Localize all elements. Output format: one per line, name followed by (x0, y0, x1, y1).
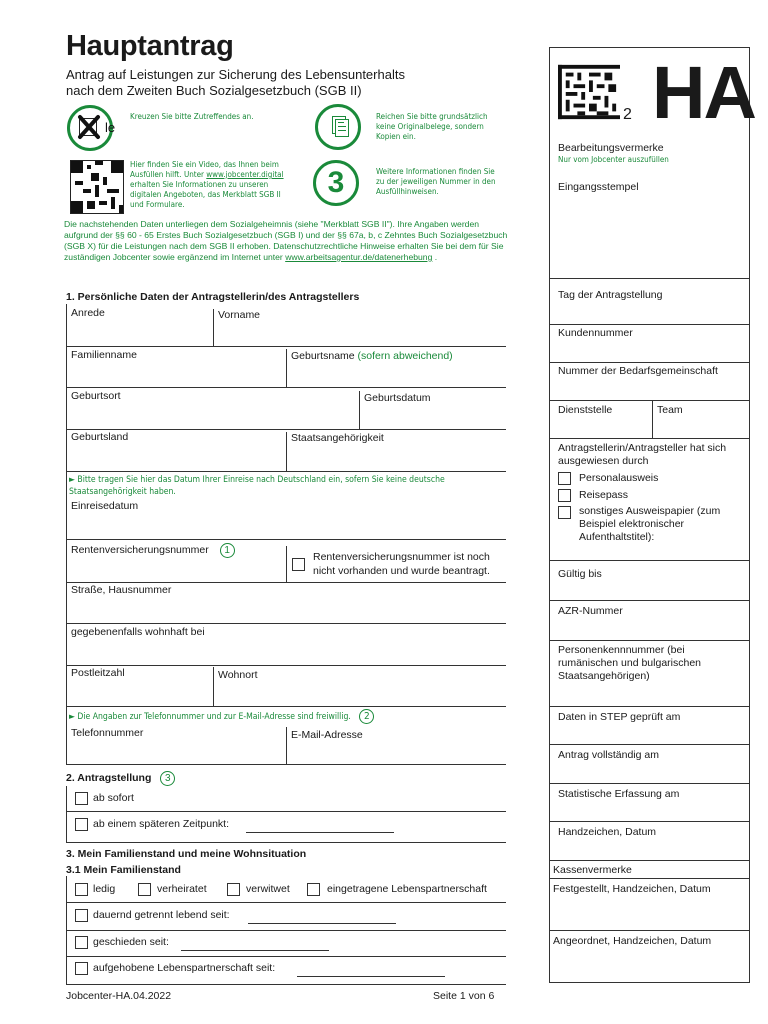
divider (66, 706, 506, 707)
divider (550, 600, 749, 601)
handzeichen-label: Handzeichen, Datum (558, 826, 657, 838)
ledig-label: ledig (93, 883, 116, 895)
wohnhaft-field[interactable] (71, 640, 504, 664)
step-label: Daten in STEP geprüft am (558, 711, 681, 723)
kassenvermerke-label: Kassenvermerke (553, 864, 632, 876)
divider (550, 560, 749, 561)
familienname-field[interactable] (71, 364, 281, 386)
geburtsdatum-field[interactable] (364, 406, 504, 428)
ausgewiesen-label: Antragstellerin/Antragsteller hat sich ausgewiesen durch (558, 442, 727, 467)
gueltig-bis-label: Gültig bis (558, 568, 602, 580)
getrennt-date-field[interactable] (248, 923, 396, 924)
vollstaendig-label: Antrag vollständig am (558, 749, 659, 761)
sonstiges-label: sonstiges Ausweispapier (zum Beispiel elektronischer Aufenthaltstitel): (579, 505, 721, 543)
barcode-matrix (558, 64, 620, 120)
geschieden-checkbox[interactable] (75, 936, 88, 949)
divider (66, 665, 506, 666)
divider (66, 984, 506, 985)
info-1-icon[interactable]: 1 (220, 543, 235, 558)
section-3-heading: 3. Mein Familienstand und meine Wohnsituation (66, 848, 307, 860)
azr-nummer-label: AZR-Nummer (558, 605, 623, 617)
anrede-label: Anrede (71, 307, 105, 319)
copies-hint-text: Reichen Sie bitte grundsätzlich keine Originalbelege, sondern Kopien ein. (376, 112, 488, 141)
email-field[interactable] (291, 744, 504, 763)
plz-field[interactable] (71, 682, 209, 705)
section-2-left-border (66, 786, 67, 842)
telefon-label: Telefonnummer (71, 727, 144, 739)
nur-jobcenter-label: Nur vom Jobcenter auszufüllen (558, 155, 669, 164)
reisepass-checkbox[interactable] (558, 489, 571, 502)
check-hint-text: Kreuzen Sie bitte Zutreffendes an. (130, 112, 254, 121)
divider (286, 432, 287, 471)
divider (550, 744, 749, 745)
divider (66, 346, 506, 347)
strasse-field[interactable] (71, 598, 504, 622)
section-3-1-heading: 3.1 Mein Familienstand (66, 864, 181, 876)
rvnr-beantragt-label: Rentenversicherungsnummer ist noch nicht vorhanden und wurde beantragt. (313, 551, 490, 577)
divider (550, 706, 749, 707)
personalausweis-checkbox[interactable] (558, 472, 571, 485)
divider (66, 387, 506, 388)
divider (550, 640, 749, 641)
privacy-notice: Die nachstehenden Daten unterliegen dem Sozialgeheimnis (siehe "Merkblatt SGB II"). Ihre Angaben werden aufgrund der §§ 60 - 65 Erstes Buch Sozialgesetzbuch (SGB I) und der §§ 67a, b, c Zehntes Buch Sozialgesetzbuch (SGB X) für die Leistungen nach dem SGB II erhoben. Datenschutzrechtliche Hinweise erhalten Sie bei dem für Sie zuständigen Jobcenter sowie ergänzend im Internet unter www.arbeitsagentur.de/datenerhebung . (64, 219, 508, 262)
telefon-field[interactable] (71, 742, 281, 763)
geburtsland-field[interactable] (71, 446, 281, 470)
divider (66, 902, 506, 903)
aufgehoben-checkbox[interactable] (75, 962, 88, 975)
divider (66, 623, 506, 624)
check-hint-icon: le (67, 105, 113, 151)
email-label: E-Mail-Adresse (291, 729, 363, 741)
rvnr-beantragt-checkbox[interactable] (292, 558, 305, 571)
einreisedatum-label: Einreisedatum (71, 500, 139, 512)
divider (550, 362, 749, 363)
divider (550, 278, 749, 279)
divider (286, 546, 287, 582)
reisepass-label: Reisepass (579, 489, 629, 501)
einreisedatum-field[interactable] (71, 514, 504, 538)
lebenspartnerschaft-label: eingetragene Lebenspartnerschaft (327, 883, 487, 895)
getrennt-checkbox[interactable] (75, 909, 88, 922)
pkz-label: Personenkennnummer (bei rumänischen und bulgarischen Staatsangehörigen) (558, 644, 702, 682)
section-2-heading: 2. Antragstellung 3 (66, 771, 175, 786)
geschieden-label: geschieden seit: (93, 936, 169, 948)
geburtsort-label: Geburtsort (71, 390, 121, 402)
divider (66, 582, 506, 583)
wohnort-label: Wohnort (218, 669, 258, 681)
anrede-field[interactable] (71, 322, 209, 344)
vorname-field[interactable] (218, 324, 504, 344)
info-3-icon[interactable]: 3 (160, 771, 175, 786)
section-1-left-border (66, 304, 67, 764)
divider (550, 400, 749, 401)
eingangsstempel-label: Eingangsstempel (558, 181, 639, 193)
divider (66, 764, 506, 765)
video-hint-text: Hier finden Sie ein Video, das Ihnen beim Ausfüllen hilft. Unter www.jobcenter.digital erhalten Sie Informationen zu unseren digitalen Angeboten, das Merkblatt SGB II und Formulare. (130, 160, 284, 209)
lebenspartnerschaft-checkbox[interactable] (307, 883, 320, 896)
bearbeitungsvermerke-label: Bearbeitungsvermerke (558, 142, 664, 154)
divider (66, 539, 506, 540)
wohnhaft-label: gegebenenfalls wohnhaft bei (71, 626, 205, 638)
divider (550, 783, 749, 784)
wohnort-field[interactable] (218, 684, 504, 705)
divider (550, 930, 749, 931)
rvnr-label: Rentenversicherungsnummer 1 (71, 543, 235, 558)
divider (66, 842, 506, 843)
form-id: Jobcenter-HA.04.2022 (66, 990, 172, 1002)
divider (66, 811, 506, 812)
familienname-label: Familienname (71, 349, 137, 361)
video-qr-code[interactable] (70, 160, 124, 214)
geburtsort-field[interactable] (71, 405, 354, 428)
sonstiges-checkbox[interactable] (558, 506, 571, 519)
jobcenter-sidebar (549, 47, 755, 983)
statistik-label: Statistische Erfassung am (558, 788, 680, 800)
plz-label: Postleitzahl (71, 667, 125, 679)
contact-hint: ► Die Angaben zur Telefonnummer und zur E-Mail-Adresse sind freiwillig. 2 (69, 709, 374, 724)
verwitwet-label: verwitwet (246, 883, 290, 895)
divider (213, 667, 214, 706)
staatsangehoerigkeit-field[interactable] (291, 447, 504, 470)
divider (550, 438, 749, 439)
aufgehoben-date-field[interactable] (297, 976, 445, 977)
documents-copy-icon (315, 104, 361, 150)
aufgehoben-label: aufgehobene Lebenspartnerschaft seit: (93, 962, 276, 974)
angeordnet-label: Angeordnet, Handzeichen, Datum (553, 935, 712, 947)
divider (66, 429, 506, 430)
divider (550, 860, 749, 861)
verheiratet-label: verheiratet (157, 883, 207, 895)
vorname-label: Vorname (218, 309, 261, 321)
team-label: Team (657, 404, 683, 416)
divider (286, 349, 287, 387)
divider (550, 821, 749, 822)
spaeter-date-field[interactable] (246, 832, 394, 833)
divider (652, 400, 653, 438)
strasse-label: Straße, Hausnummer (71, 584, 172, 596)
dienststelle-label: Dienststelle (558, 404, 613, 416)
divider (213, 309, 214, 346)
getrennt-label: dauernd getrennt lebend seit: (93, 909, 230, 921)
ab-sofort-checkbox[interactable] (75, 792, 88, 805)
einreise-hint: ► Bitte tragen Sie hier das Datum Ihrer Einreise nach Deutschland ein, sofern Sie keine deutsche Staatsangehörigkeit haben. (69, 475, 445, 497)
verheiratet-checkbox[interactable] (138, 883, 151, 896)
geburtsland-label: Geburtsland (71, 431, 129, 443)
bg-nummer-label: Nummer der Bedarfsgemeinschaft (558, 365, 718, 377)
geburtsdatum-label: Geburtsdatum (364, 392, 431, 404)
kundennummer-label: Kundennummer (558, 327, 633, 339)
ledig-checkbox[interactable] (75, 883, 88, 896)
section-1-heading: 1. Persönliche Daten der Antragstellerin/des Antragstellers (66, 291, 360, 303)
divider (359, 391, 360, 429)
geschieden-date-field[interactable] (181, 950, 329, 951)
spaeter-checkbox[interactable] (75, 818, 88, 831)
spaeter-label: ab einem späteren Zeitpunkt: (93, 818, 229, 830)
divider (550, 878, 749, 879)
number-hint-text: Weitere Informationen finden Sie zu der jeweiligen Nummer in den Ausfüllhinweisen. (376, 167, 496, 196)
ab-sofort-label: ab sofort (93, 792, 134, 804)
page-title: Hauptantrag (66, 30, 234, 62)
form-code-number: 2 (623, 106, 632, 123)
divider (66, 956, 506, 957)
geburtsname-label: Geburtsname (sofern abweichend) (291, 350, 453, 362)
verwitwet-checkbox[interactable] (227, 883, 240, 896)
personalausweis-label: Personalausweis (579, 472, 659, 484)
page-subtitle: Antrag auf Leistungen zur Sicherung des Lebensunterhalts nach dem Zweiten Buch Sozialgesetzbuch (SGB II) (66, 67, 405, 98)
festgestellt-label: Festgestellt, Handzeichen, Datum (553, 883, 711, 895)
datenerhebung-link[interactable]: www.arbeitsagentur.de/datenerhebung (285, 252, 433, 262)
tag-antragstellung-label: Tag der Antragstellung (558, 289, 663, 301)
divider (286, 727, 287, 764)
staatsangehoerigkeit-label: Staatsangehörigkeit (291, 432, 384, 444)
divider (66, 930, 506, 931)
divider (66, 471, 506, 472)
number-hint-icon: 3 (313, 160, 359, 206)
geburtsname-field[interactable] (291, 365, 504, 386)
info-2-icon[interactable]: 2 (359, 709, 374, 724)
page-number: Seite 1 von 6 (433, 990, 495, 1002)
divider (550, 324, 749, 325)
rvnr-field[interactable] (71, 561, 281, 581)
jobcenter-digital-link[interactable]: www.jobcenter.digital (206, 170, 284, 179)
form-code: HA (652, 51, 755, 134)
